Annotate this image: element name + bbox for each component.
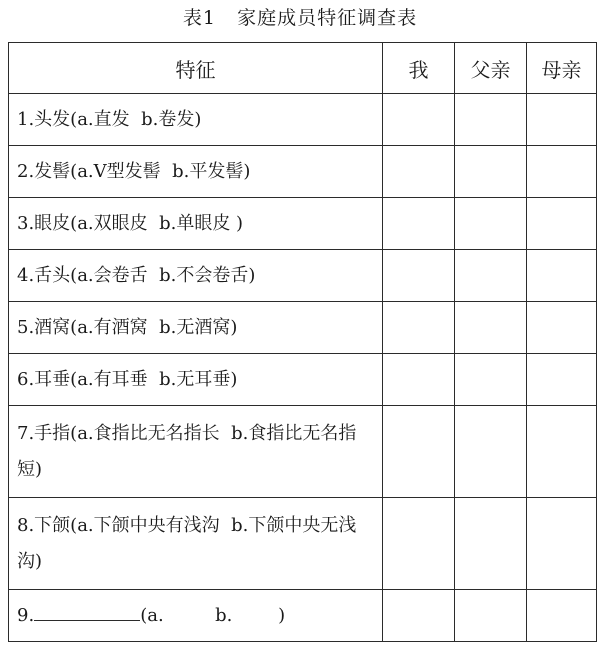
answer-cell-father[interactable] [455, 354, 527, 406]
answer-cell-father[interactable] [455, 590, 527, 642]
answer-cell-father[interactable] [455, 250, 527, 302]
table-row [9, 354, 597, 406]
table-row [9, 406, 597, 498]
table-row [9, 302, 597, 354]
answer-cell-me[interactable] [383, 406, 455, 498]
custom-trait-options: (a. b. ) [140, 604, 286, 626]
answer-cell-father[interactable] [455, 406, 527, 498]
header-trait: 特征 [9, 43, 383, 94]
answer-cell-me[interactable] [383, 498, 455, 590]
answer-cell-mother[interactable] [527, 94, 597, 146]
answer-cell-father[interactable] [455, 198, 527, 250]
table-row [9, 250, 597, 302]
answer-cell-mother[interactable] [527, 590, 597, 642]
survey-table [8, 42, 597, 642]
answer-cell-father[interactable] [455, 498, 527, 590]
trait-cell: 8.下颌(a.下颌中央有浅沟 b.下颌中央无浅沟) [9, 498, 383, 590]
table-row [9, 94, 597, 146]
answer-cell-me[interactable] [383, 94, 455, 146]
fill-in-blank[interactable] [34, 598, 140, 621]
table-row [9, 198, 597, 250]
trait-cell: 4.舌头(a.会卷舌 b.不会卷舌) [9, 250, 383, 302]
header-me: 我 [383, 43, 455, 94]
table-row-custom [9, 590, 597, 642]
trait-cell: 5.酒窝(a.有酒窝 b.无酒窝) [9, 302, 383, 354]
answer-cell-mother[interactable] [527, 354, 597, 406]
trait-cell: 6.耳垂(a.有耳垂 b.无耳垂) [9, 354, 383, 406]
answer-cell-father[interactable] [455, 94, 527, 146]
header-father: 父亲 [455, 43, 527, 94]
header-row [9, 43, 597, 94]
answer-cell-mother[interactable] [527, 406, 597, 498]
answer-cell-mother[interactable] [527, 302, 597, 354]
table-row [9, 498, 597, 590]
answer-cell-mother[interactable] [527, 498, 597, 590]
trait-cell: 3.眼皮(a.双眼皮 b.单眼皮 ) [9, 198, 383, 250]
trait-cell: 2.发髻(a.V型发髻 b.平发髻) [9, 146, 383, 198]
trait-cell: 7.手指(a.食指比无名指长 b.食指比无名指短) [9, 406, 383, 498]
trait-cell: 1.头发(a.直发 b.卷发) [9, 94, 383, 146]
answer-cell-father[interactable] [455, 302, 527, 354]
answer-cell-mother[interactable] [527, 250, 597, 302]
custom-trait-cell [9, 590, 383, 642]
answer-cell-me[interactable] [383, 302, 455, 354]
answer-cell-me[interactable] [383, 146, 455, 198]
answer-cell-father[interactable] [455, 146, 527, 198]
answer-cell-mother[interactable] [527, 198, 597, 250]
answer-cell-me[interactable] [383, 198, 455, 250]
answer-cell-me[interactable] [383, 590, 455, 642]
table-title: 表1 家庭成员特征调查表 [182, 7, 418, 29]
answer-cell-mother[interactable] [527, 146, 597, 198]
answer-cell-me[interactable] [383, 250, 455, 302]
custom-trait-number: 9. [17, 604, 35, 626]
header-mother: 母亲 [527, 43, 597, 94]
answer-cell-me[interactable] [383, 354, 455, 406]
table-row [9, 146, 597, 198]
